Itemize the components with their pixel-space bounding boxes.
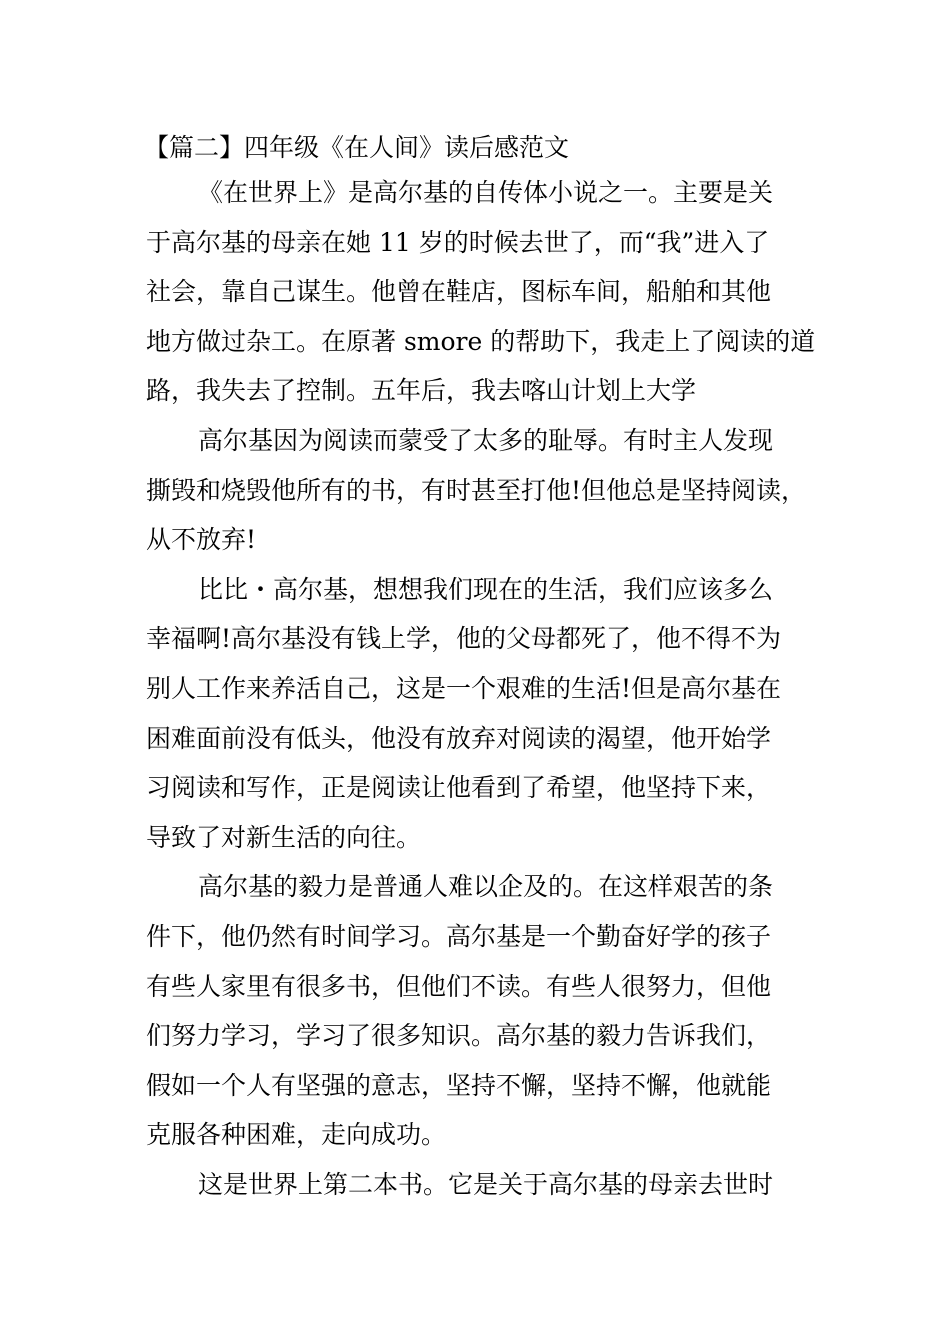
text-line: 从不放弃! (146, 525, 257, 555)
text-line: 比比・高尔基，想想我们现在的生活，我们应该多么 (198, 574, 774, 604)
text-line: 幸福啊!高尔基没有钱上学，他的父母都死了，他不得不为 (146, 624, 782, 654)
paragraph-1 (146, 168, 836, 416)
text-line: 克服各种困难，走向成功。 (146, 1120, 447, 1150)
text-line: 社会，靠自己谋生。他曾在鞋店，图标车间，船舶和其他 (146, 277, 772, 307)
text-line: 件下，他仍然有时间学习。高尔基是一个勤奋好学的孩子 (146, 921, 772, 951)
text-line: 这是世界上第二本书。它是关于高尔基的母亲去世时 (198, 1169, 774, 1199)
text-line: 有些人家里有很多书，但他们不读。有些人很努力，但他 (146, 971, 772, 1001)
paragraph-4 (146, 862, 836, 1160)
text-line: 撕毁和烧毁他所有的书，有时甚至打他!但他总是坚持阅读， (146, 475, 807, 505)
text-line: 别人工作来养活自己，这是一个艰难的生活!但是高尔基在 (146, 673, 782, 703)
paragraph-3 (146, 565, 836, 863)
text-line: 习阅读和写作，正是阅读让他看到了希望，他坚持下来， (146, 773, 772, 803)
document-body (146, 128, 836, 1209)
text-line: 高尔基的毅力是普通人难以企及的。在这样艰苦的条 (198, 872, 774, 902)
text-line: 路，我失去了控制。五年后，我去喀山计划上大学 (146, 376, 697, 406)
text-line: 《在世界上》是高尔基的自传体小说之一。主要是关 (198, 178, 774, 207)
paragraph-2 (146, 416, 836, 565)
text-line: 于高尔基的母亲在她 11 岁的时候去世了，而“我”进入了 (146, 227, 770, 257)
text-line: 们努力学习，学习了很多知识。高尔基的毅力告诉我们， (146, 1021, 772, 1051)
text-line: 假如一个人有坚强的意志，坚持不懈，坚持不懈，他就能 (146, 1070, 772, 1100)
text-line: 高尔基因为阅读而蒙受了太多的耻辱。有时主人发现 (198, 425, 774, 455)
document-title: 【篇二】四年级《在人间》读后感范文 (144, 133, 570, 162)
text-line: 导致了对新生活的向往。 (146, 822, 422, 852)
text-line: 困难面前没有低头，他没有放弃对阅读的渴望，他开始学 (146, 723, 772, 753)
paragraph-5 (146, 1160, 836, 1210)
text-line: 地方做过杂工。在原著 smore 的帮助下，我走上了阅读的道 (146, 326, 816, 356)
